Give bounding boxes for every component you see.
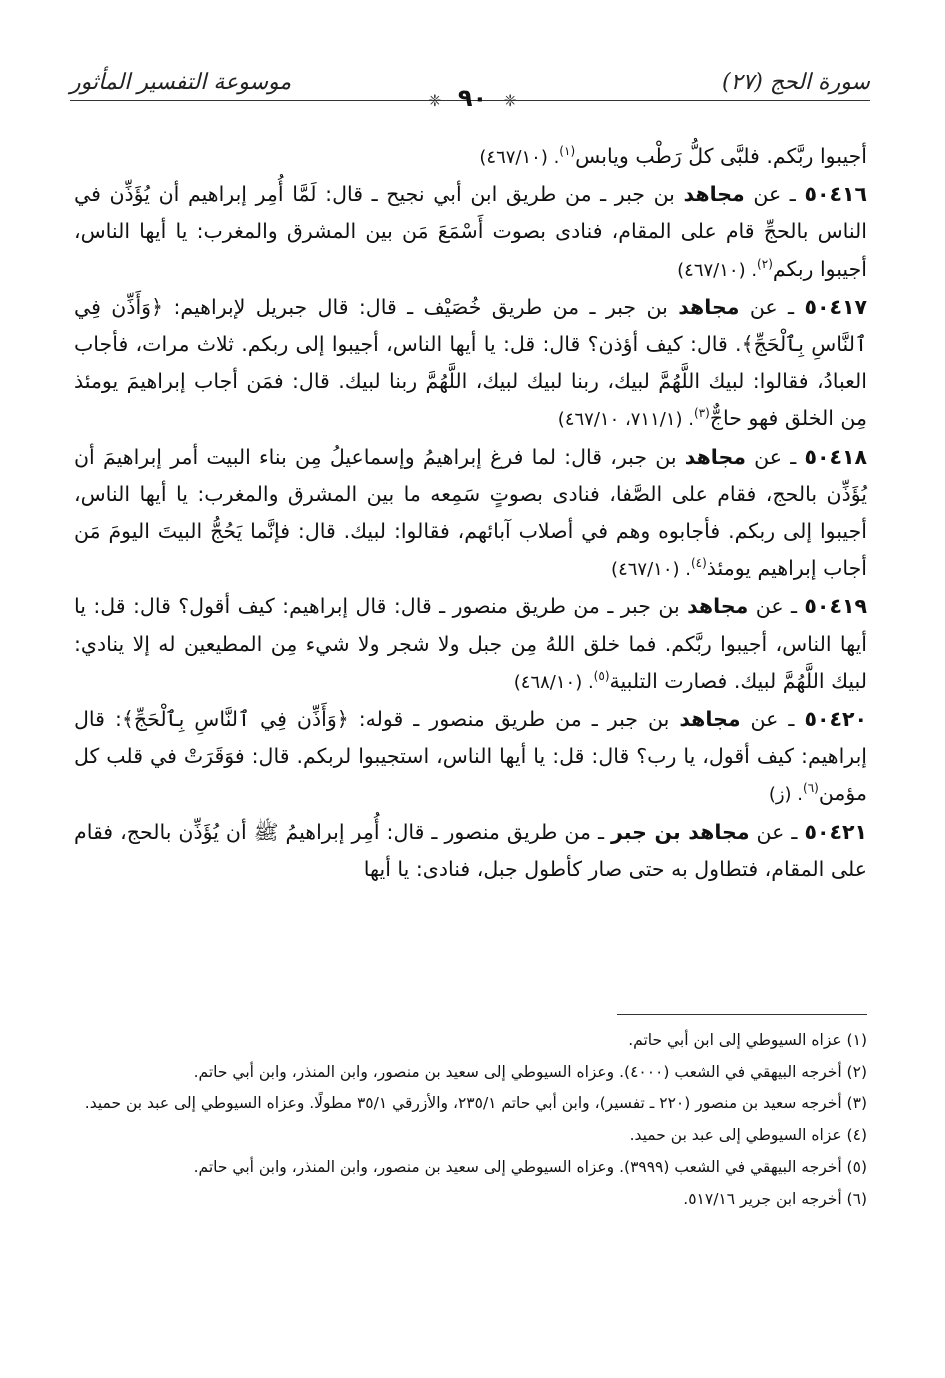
narration-text: بن جبر ـ من طريق ابن أبي نجيح ـ قال: لَمَّا أُمِر إبراهيم أن يُؤَذِّن في الناس بالحجِّ قام على المقام، فنادى بصوت أَسْمَعَ مَن بين المشرق والمغرب: يا أيها الناس، أجيبوا ربكم [74, 182, 867, 281]
narration-prefix: ـ عن [748, 594, 805, 619]
footnote: (٢) أخرجه البيهقي في الشعب (٤٠٠٠). وعزاه السيوطي إلى سعيد بن منصور، وابن المنذر، وابن أبي حاتم. [193, 1062, 867, 1081]
footnote-ref[interactable]: (٣) [693, 406, 710, 421]
footnote: (٦) أخرجه ابن جرير ٥١٧/١٦. [683, 1189, 867, 1208]
page-number: ٩٠ [457, 84, 488, 112]
narrator-name: مجاهد [687, 594, 749, 619]
narration [74, 176, 867, 289]
narration-text: بن جبر، قال: لما فرغ إبراهيمُ وإسماعيلُ مِن بناء البيت أمر إبراهيمَ أن يُؤَذِّن بالحج، فقام على الصَّفا، فنادى بصوتٍ سَمِعه ما بين المشرق والمغرب: يا أيها الناس، أجيبوا إلى ربكم. فأجابوه وهم في أصلاب آبائهم، فقالوا: لبيك. قال: فإنَّما يَحُجُّ البيتَ اليومَ مَن أجاب إبراهيم يومئذ [74, 444, 867, 581]
narration-prefix: ـ عن [739, 294, 805, 319]
footnote-ref[interactable]: (٢) [757, 256, 773, 271]
narration-prefix: ـ عن [744, 182, 805, 207]
cross-reference: . (٤٦٨/١٠) [513, 671, 594, 693]
narration-prefix: ـ عن [745, 444, 805, 469]
narration-prefix: ـ عن [740, 707, 805, 732]
page-number-row [0, 84, 945, 112]
cross-reference: . (٤٦٧/١٠) [677, 259, 758, 281]
narrator-name: مجاهد [679, 707, 741, 732]
cross-reference: . (ز) [768, 784, 803, 806]
narrator-name: مجاهد [683, 182, 745, 207]
surah-title: سورة الحج (٢٧) [722, 70, 870, 95]
narrator-name: مجاهد بن جبر [610, 819, 750, 844]
cross-reference: . (٧١١/١، ٤٦٧/١٠) [557, 409, 694, 431]
footnote: (٥) أخرجه البيهقي في الشعب (٣٩٩٩). وعزاه السيوطي إلى سعيد بن منصور، وابن المنذر، وابن أبي حاتم. [193, 1157, 867, 1176]
narration [74, 814, 867, 888]
cross-reference: . (٤٦٧/١٠) [611, 559, 691, 581]
narration-text: بن جبر ـ من طريق خُصَيْف ـ قال: قال جبريل لإبراهيم: ﴿وَأَذِّن فِي ٱلنَّاسِ بِٱلْحَجِّ﴾. قال: كيف أؤذن؟ قال: قل: يا أيها الناس، أجيبوا إلى ربكم. ثلاث مرات، فأجاب العبادُ، فقالوا: لبيك اللَّهُمَّ لبيك، ربنا لبيك لبيك، اللَّهُمَّ ربنا لبيك. قال: فمَن أجاب إبراهيمَ يومئذ مِن الخلق فهو حاجٌّ [74, 294, 867, 431]
narration-prefix: ـ عن [749, 819, 805, 844]
narration-number: ٥٠٤١٧ [804, 294, 867, 319]
footnote: (١) عزاه السيوطي إلى ابن أبي حاتم. [628, 1031, 867, 1049]
narrator-name: مجاهد [684, 444, 746, 469]
narration [74, 289, 867, 439]
narrator-name: مجاهد [678, 294, 740, 319]
ornament-icon: ❈ [503, 91, 517, 110]
narration [74, 588, 867, 701]
footnote-ref[interactable]: (٥) [593, 669, 610, 684]
narration-continuation [74, 138, 867, 176]
narration-text: ـ من طريق منصور ـ قال: أُمِر إبراهيمُ ﷺ أن يُؤَذِّن بالحج، فقام على المقام، فتطاول به حتى صار كأطول جبل، فنادى: يا أيها [74, 819, 867, 881]
footnote-ref[interactable]: (٦) [803, 781, 819, 796]
main-text [74, 138, 867, 888]
narration-text: بن جبر ـ من طريق منصور ـ قال: قال إبراهيم: كيف أقول؟ قال: قل: يا أيها الناس، أجيبوا ربَّكم. فما خلق اللهُ مِن جبل ولا شجر ولا شيء مِن المطيعين له إلا ينادي: لبيك اللَّهُمَّ لبيك. فصارت التلبية [74, 594, 867, 693]
narration [74, 701, 867, 814]
footnotes [74, 1028, 867, 1218]
footnote-rule [617, 1014, 867, 1015]
cross-reference: . (٤٦٧/١٠) [479, 147, 560, 168]
narration [74, 439, 867, 589]
narration-number: ٥٠٤١٨ [804, 444, 867, 469]
narration-number: ٥٠٤١٦ [804, 182, 867, 207]
narration-number: ٥٠٤٢٠ [804, 707, 867, 732]
narration-number: ٥٠٤٢١ [804, 819, 867, 844]
footnote: (٣) أخرجه سعيد بن منصور (٢٢٠ ـ تفسير)، وابن أبي حاتم ٢٣٥/١، والأزرقي ٣٥/١ مطولًا. وعزاه السيوطي إلى عبد بن حميد. [84, 1094, 867, 1113]
footnote: (٤) عزاه السيوطي إلى عبد بن حميد. [629, 1126, 867, 1145]
narration-number: ٥٠٤١٩ [804, 594, 867, 619]
footnote-ref[interactable]: (٤) [690, 556, 707, 571]
footnote-ref[interactable]: (١) [559, 144, 576, 159]
ornament-icon: ❈ [428, 91, 442, 110]
book-title: موسوعة التفسير المأثور [70, 70, 292, 95]
narration-text: أجيبوا ربَّكم. فلبَّى كلُّ رَطْب ويابس [575, 144, 867, 168]
narration-text: بن جبر ـ من طريق منصور ـ قوله: ﴿وَأَذِّن فِي ٱلنَّاسِ بِٱلْحَجِّ﴾: قال إبراهيم: كيف أقول، يا رب؟ قال: قل: يا أيها الناس، استجيبوا لربكم. قال: فوَقَرَتْ في قلب كل مؤمن [74, 707, 867, 806]
